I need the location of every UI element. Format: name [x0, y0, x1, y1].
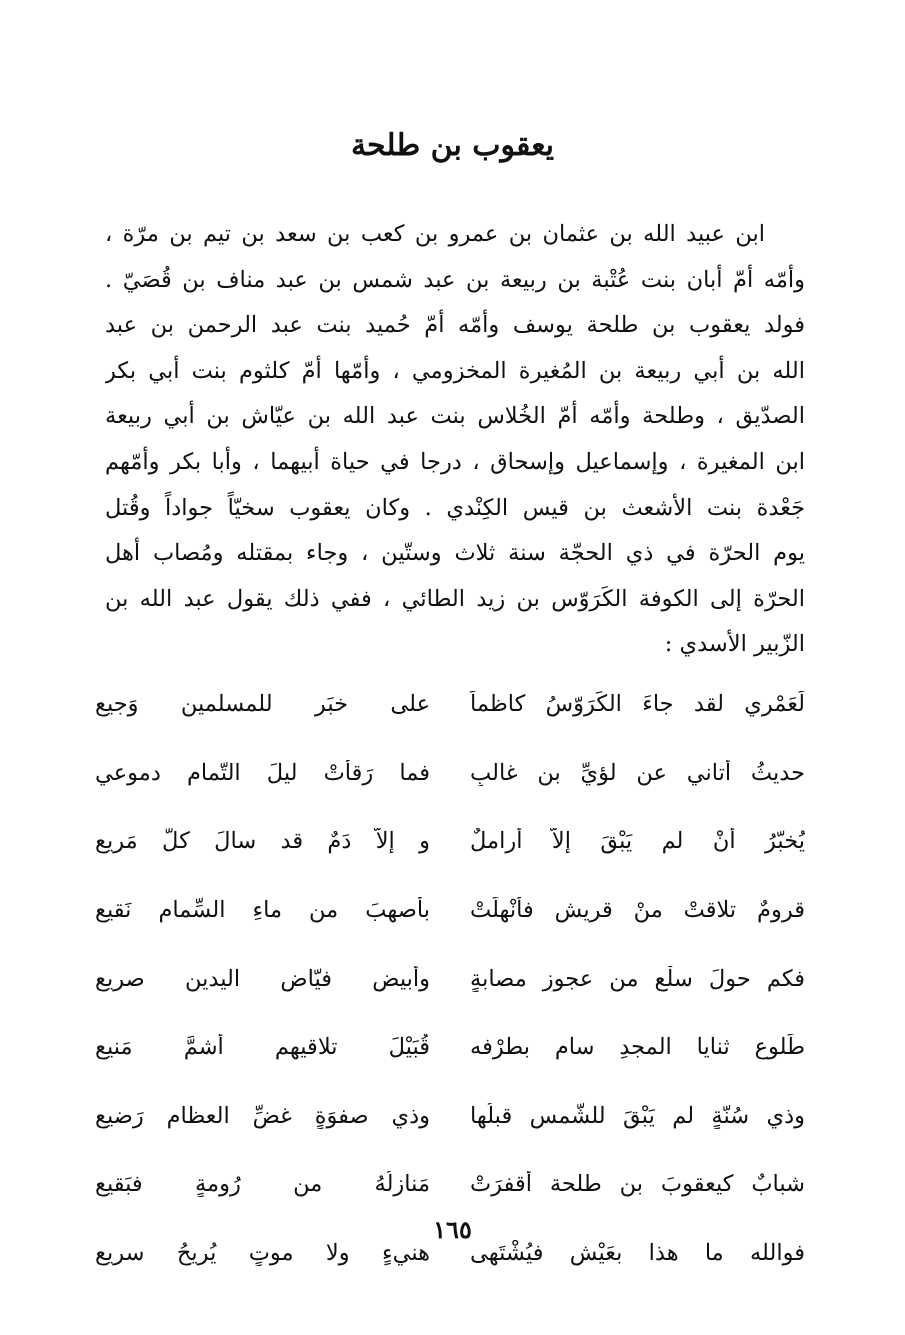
verse-second-hemistich: هنيءٍ ولا موتٍ يُريحُ سريعِ [95, 1240, 430, 1267]
verse-first-hemistich: فوالله ما هذا بعَيْشٍ فيُشْتَهى [470, 1240, 805, 1267]
prose-line: الحرّة إلى الكوفة الكَرَوّس بن زيد الطائي ، ففي ذلك يقول عبد الله بن [105, 585, 805, 612]
verse-second-hemistich: قُبَيْلَ تلاقيهم أشمَّ مَنيعِ [95, 1034, 430, 1061]
verse-first-hemistich: فكم حولَ سلْعٍ من عجوزٍ مصابةٍ [470, 965, 805, 992]
poem-verse [95, 739, 805, 808]
page-title: يعقوب بن طلحة [350, 128, 555, 163]
verse-first-hemistich: حديثُ أتاني عن لؤيِّ بن غالبٍ [470, 759, 805, 786]
prose-line: جَعْدة بنت الأشعث بن قيس الكِنْدي . وكان يعقوب سخيّاً جواداً وقُتل [105, 494, 805, 521]
prose-line: الله بن أبي ربيعة بن المُغيرة المخزومي ، وأمّها أمّ كلثوم بنت أبي بكر [105, 357, 805, 384]
page-number: ١٦٥ [433, 1215, 472, 1244]
verse-second-hemistich: على خبَرٍ للمسلمين وَجيعِ [95, 691, 430, 718]
prose-line: الصدّيق ، وطلحة وأمّه أمّ الخُلاس بنت عبد الله بن عيّاش بن أبي ربيعة [105, 403, 805, 430]
poem-verse [95, 807, 805, 876]
verse-second-hemistich: وأبيض فيّاض اليدين صريعِ [95, 965, 430, 992]
verse-first-hemistich: قرومٌ تلاقتْ منْ قريشٍ فأُنْهِلَتْ [470, 897, 805, 924]
prose-line: يوم الحرّة في ذي الحجّة سنة ثلاث وستّين ، وجاء بمقتله ومُصاب أهل [105, 540, 805, 567]
poem-verse [95, 670, 805, 739]
verse-first-hemistich: طَلوعِ ثنايا المجدِ سامٍ بطرْفه [470, 1034, 805, 1061]
verse-second-hemistich: و إلاّ دَمٌ قد سالَ كلُّ مَريعِ [95, 828, 430, 855]
poem-verse [95, 944, 805, 1013]
prose-line: ابن عبيد الله بن عثمان بن عمرو بن كعب بن سعد بن تيم بن مرّة ، [105, 221, 765, 247]
verse-first-hemistich: شبابٌ كيعقوبَ بن طلحة أقفرَتْ [470, 1171, 805, 1198]
prose-line: وأمّه أمّ أبان بنت عُتْبة بن ربيعة بن عبد شمس بن عبد مناف بن قُصَيّ . [105, 266, 805, 293]
verse-second-hemistich: فما رَقأتْ ليلَ التّمامِ دموعي [95, 759, 430, 786]
verse-second-hemistich: مَنازِلُهُ من رُومةٍ فبَقيعِ [95, 1171, 430, 1198]
prose-line: ابن المغيرة ، وإسماعيل وإسحاق ، درجا في حياة أبيهما ، وأبا بكر وأمّهم [105, 448, 805, 475]
verse-first-hemistich: وذي سُنّةٍ لم يَبْقَ للشّمسِ قبلُها [470, 1102, 805, 1129]
prose-line: فولد يعقوب بن طلحة يوسف وأمّه أمّ حُميد بنت عبد الرحمن بن عبد [105, 312, 805, 339]
poem-verse [95, 1013, 805, 1082]
verse-second-hemistich: بأصهبَ من ماءِ السِّمامِ نَقيعِ [95, 897, 430, 924]
prose-line: الزّبير الأسدي : [664, 631, 805, 658]
verse-first-hemistich: لَعَمْري لقد جاءَ الكَرَوّسُ كاظماً [470, 691, 805, 718]
poem-verse [95, 1082, 805, 1151]
poem-verse [95, 876, 805, 945]
poem-verse [95, 1150, 805, 1219]
verse-first-hemistich: يُخبّرُ أنْ لم يَبْقَ إلاّ أراملٌ [470, 828, 805, 855]
poem [95, 670, 805, 1287]
verse-second-hemistich: وذي صفوَةٍ غضِّ العظامِ رَضيعِ [95, 1102, 430, 1129]
biography-paragraph [105, 212, 805, 668]
